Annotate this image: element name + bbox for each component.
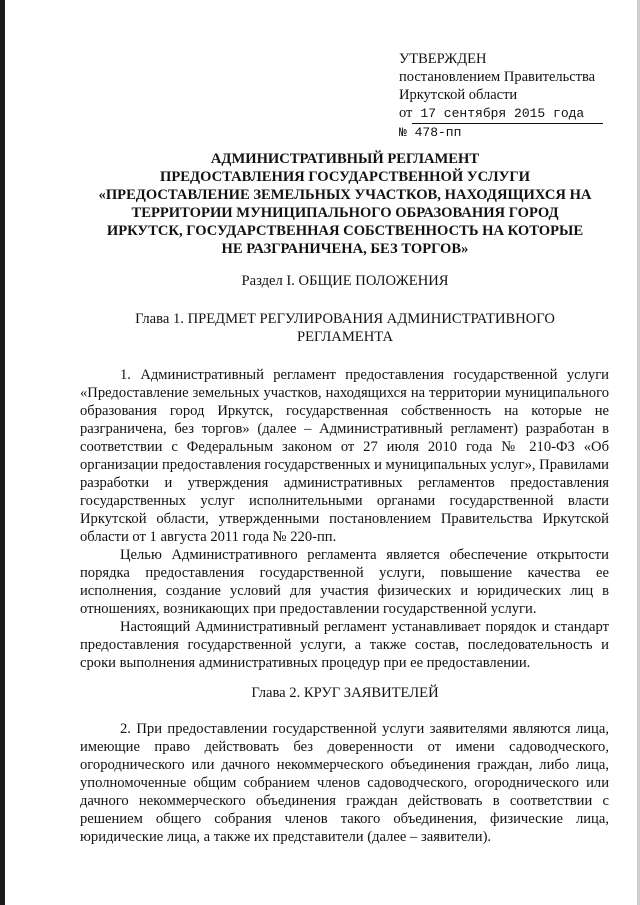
approval-stamp — [399, 50, 619, 142]
approval-date — [399, 104, 619, 124]
approval-number: № 478-пп — [399, 125, 462, 140]
paragraph: Настоящий Административный регламент устанавливает порядок и стандарт предоставления государственной услуги, а также состав, последовательность и сроки выполнения административных процедур при ее предоставлении. — [80, 619, 609, 671]
title-line: НЕ РАЗГРАНИЧЕНА, БЕЗ ТОРГОВ» — [221, 241, 469, 257]
approval-resolution: постановлением Правительства — [399, 69, 596, 85]
title-line: АДМИНИСТРАТИВНЫЙ РЕГЛАМЕНТ — [210, 151, 480, 167]
paragraph: Целью Административного регламента является обеспечение открытости порядка предоставления государственной услуги, повышение качества ее исполнения, создание условий для участия физических и юридических лиц в отношениях, возникающих при предоставлении государственной услуги. — [80, 547, 609, 617]
title-line: ТЕРРИТОРИИ МУНИЦИПАЛЬНОГО ОБРАЗОВАНИЯ ГОРОД — [131, 205, 559, 221]
approval-title: УТВЕРЖДЕН — [399, 51, 487, 67]
title-line: ПРЕДОСТАВЛЕНИЯ ГОСУДАРСТВЕННОЙ УСЛУГИ — [160, 169, 530, 185]
approval-date-value: 17 сентября 2015 года — [412, 105, 603, 124]
chapter1-body — [80, 366, 609, 672]
approval-region: Иркутской области — [399, 87, 518, 103]
chapter1-heading-line2: РЕГЛАМЕНТА — [297, 329, 393, 345]
title-line: «ПРЕДОСТАВЛЕНИЕ ЗЕМЕЛЬНЫХ УЧАСТКОВ, НАХОДЯЩИХСЯ НА — [98, 187, 592, 203]
section-heading: Раздел I. ОБЩИЕ ПОЛОЖЕНИЯ — [241, 273, 449, 289]
paragraph: 1. Административный регламент предоставления государственной услуги «Предоставление земельных участков, находящихся на территории муниципального образования город Иркутск, государственная собственность на которые не разграничена, без торгов» (далее – Административный регламент) разработан в соответствии с Федеральным законом от 27 июля 2010 года № 210-ФЗ «Об организации предоставления государственных и муниципальных услуг», Правилами разработки и утверждения административных регламентов предоставления государственных услуг исполнительными органами государственной власти Иркутской области, утвержденными постановлением Правительства Иркутской области от 1 августа 2011 года № 220-пп. — [80, 367, 609, 545]
paragraph: 2. При предоставлении государственной услуги заявителями являются лица, имеющие право действовать без доверенности от имени садоводческого, огороднического или дачного некоммерческого объединения граждан, либо лица, уполномоченные общим собранием членов садоводческого, огороднического или дачного некоммерческого объединения граждан действовать в соответствии с решением общего собрания членов такого объединения, физические лица, юридические лица, а также их представители (далее – заявители). — [80, 721, 609, 845]
document-title — [80, 150, 610, 258]
title-line: ИРКУТСК, ГОСУДАРСТВЕННАЯ СОБСТВЕННОСТЬ НА КОТОРЫЕ — [106, 223, 584, 239]
chapter2-heading: Глава 2. КРУГ ЗАЯВИТЕЛЕЙ — [251, 685, 439, 701]
chapter2-body — [80, 720, 609, 846]
chapter1-heading-line1: Глава 1. ПРЕДМЕТ РЕГУЛИРОВАНИЯ АДМИНИСТРАТИВНОГО — [135, 311, 555, 327]
approval-date-prefix: от — [399, 105, 413, 121]
scan-left-edge — [0, 0, 5, 905]
chapter1-heading — [80, 310, 610, 346]
